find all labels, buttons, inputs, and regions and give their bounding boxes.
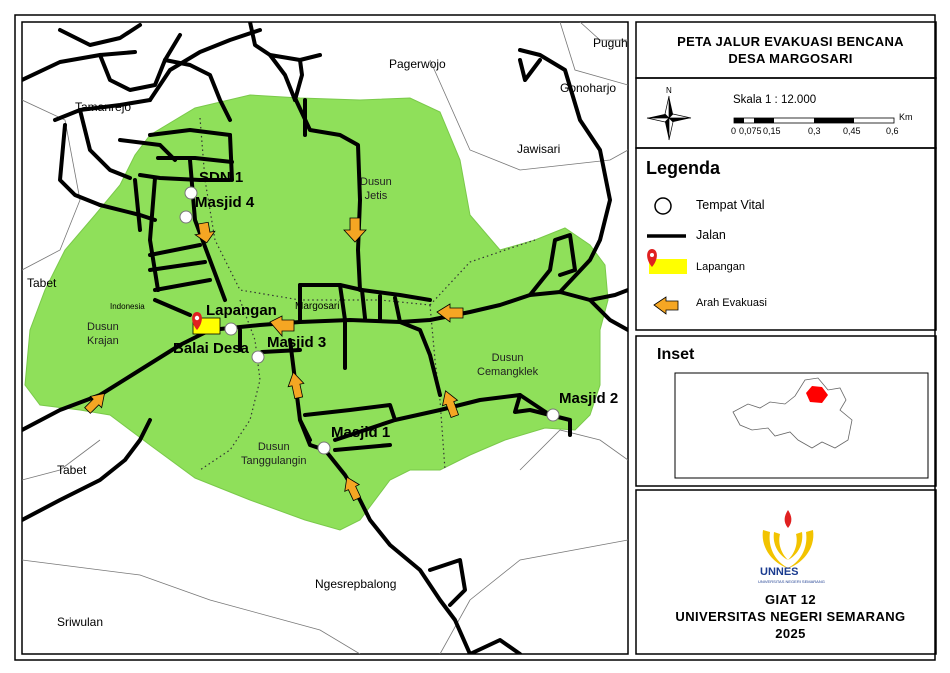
label-sdn1: SDN 1 (199, 169, 244, 186)
scale-tick-0: 0 (731, 126, 737, 136)
place-gonoharjo: Gonoharjo (560, 81, 617, 95)
legend-field-label: Lapangan (696, 261, 745, 273)
dusun-jetis: Dusun Jetis (360, 176, 392, 202)
unnes-logo-subtext: UNIVERSITAS NEGERI SEMARANG (758, 579, 825, 584)
scale-bar (734, 118, 894, 123)
scale-tick-5: 0,6 (886, 126, 899, 136)
label-masjid2: Masjid 2 (559, 390, 619, 407)
legend-arrow-label: Arah Evakuasi (696, 297, 767, 309)
legend-heading: Legenda (646, 158, 721, 178)
unnes-logo-text: UNNES (760, 566, 799, 578)
place-jawisari: Jawisari (517, 142, 561, 156)
map-title-line2: DESA MARGOSARI (728, 51, 853, 66)
legend-vital-label: Tempat Vital (696, 198, 765, 212)
label-lapangan: Lapangan (206, 302, 277, 319)
vital-lapangan (225, 323, 237, 335)
legend-vital-symbol (655, 198, 671, 214)
place-indonesia: Indonesia (110, 302, 145, 311)
place-ngesrepbalong: Ngesrepbalong (315, 577, 397, 591)
institution-line1: GIAT 12 (765, 592, 816, 607)
scale-unit: Km (899, 112, 913, 122)
place-pagerwojo: Pagerwojo (389, 57, 446, 71)
dusun-cemangklek: Dusun Cemangklek (477, 352, 539, 378)
place-sriwulan: Sriwulan (57, 615, 104, 629)
vital-balai-desa (252, 351, 264, 363)
scale-tick-3: 0,3 (808, 126, 821, 136)
place-margosari: Margosari (295, 301, 340, 312)
map-title-line1: PETA JALUR EVAKUASI BENCANA (677, 34, 904, 49)
inset-heading: Inset (657, 346, 695, 363)
north-label: N (666, 86, 672, 95)
scale-tick-1: 0,075 (739, 126, 762, 136)
dusun-tanggulangin: Dusun Tanggulangin (241, 441, 307, 467)
institution-line3: 2025 (775, 626, 806, 641)
institution-line2: UNIVERSITAS NEGERI SEMARANG (675, 609, 906, 624)
place-puguh: Puguh (593, 36, 628, 50)
dusun-krajan: Dusun Krajan (87, 321, 119, 347)
place-tamanrejo: Tamanrejo (75, 100, 132, 114)
scale-tick-2: 0,15 (763, 126, 781, 136)
label-masjid4: Masjid 4 (195, 194, 255, 211)
label-balai-desa: Balai Desa (173, 340, 249, 357)
label-masjid1: Masjid 1 (331, 424, 391, 441)
vital-masjid1 (318, 442, 330, 454)
place-tabet-bottom: Tabet (57, 463, 87, 477)
vital-masjid4 (180, 211, 192, 223)
legend-road-label: Jalan (696, 228, 726, 242)
inset-map (675, 373, 928, 478)
scale-text: Skala 1 : 12.000 (733, 94, 817, 106)
place-tabet-top: Tabet (27, 276, 57, 290)
vital-masjid2 (547, 409, 559, 421)
label-masjid3: Masjid 3 (267, 334, 327, 351)
scale-tick-4: 0,45 (843, 126, 861, 136)
